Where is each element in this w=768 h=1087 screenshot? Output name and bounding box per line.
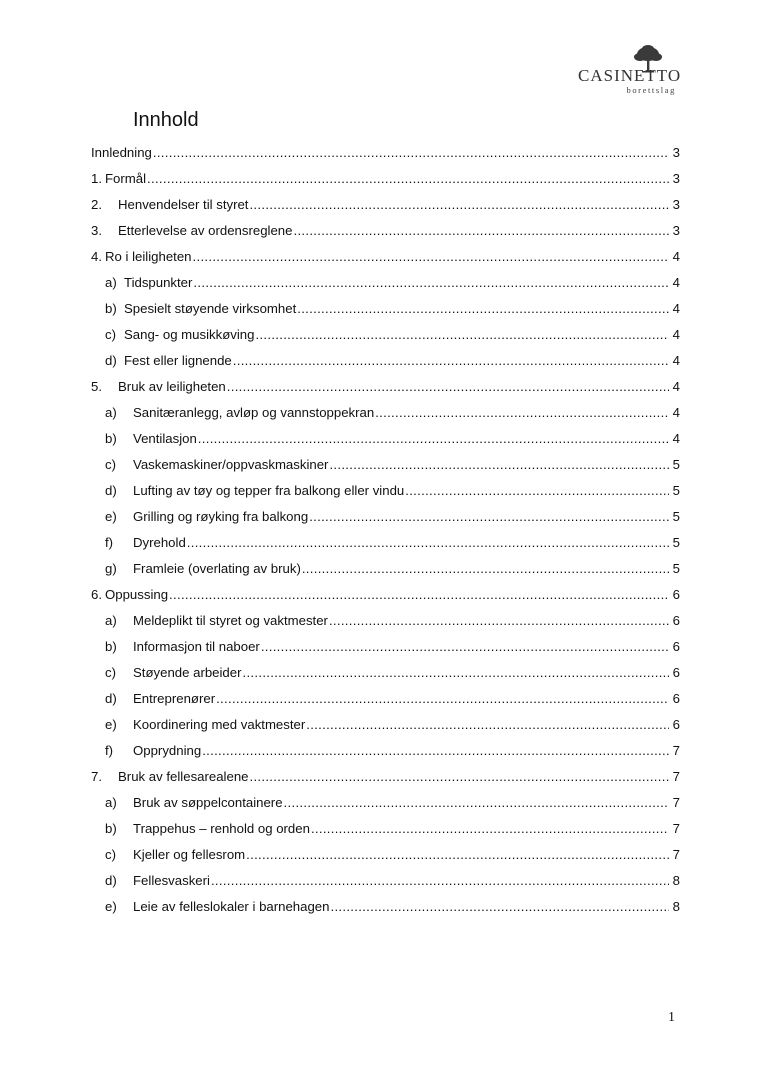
toc-entry-page: 5 <box>672 535 680 550</box>
toc-dot-leader <box>306 712 669 738</box>
toc-entry[interactable] <box>91 296 680 322</box>
toc-entry-title: Formål <box>105 171 147 186</box>
toc-entry-number: 5. <box>91 379 102 394</box>
toc-entry-page: 5 <box>672 483 680 498</box>
toc-entry-title: Spesielt støyende virksomhet <box>124 301 297 316</box>
toc-entry-number: b) <box>105 301 117 316</box>
toc-entry-page: 4 <box>672 353 680 368</box>
toc-entry-number: e) <box>105 899 117 914</box>
toc-entry-number: 1. <box>91 171 102 186</box>
toc-dot-leader <box>202 738 669 764</box>
toc-entry-page: 6 <box>672 639 680 654</box>
toc-entry-page: 8 <box>672 873 680 888</box>
toc-entry-page: 5 <box>672 509 680 524</box>
toc-entry-page: 5 <box>672 561 680 576</box>
toc-dot-leader <box>153 140 669 166</box>
toc-entry-page: 7 <box>672 847 680 862</box>
toc-dot-leader <box>261 634 669 660</box>
toc-entry-page: 3 <box>672 197 680 212</box>
toc-entry-page: 6 <box>672 691 680 706</box>
toc-entry[interactable] <box>91 348 680 374</box>
toc-dot-leader <box>255 322 669 348</box>
toc-entry-number: a) <box>105 795 117 810</box>
toc-dot-leader <box>193 270 669 296</box>
toc-entry[interactable] <box>91 660 680 686</box>
toc-entry-number: f) <box>105 535 114 550</box>
toc-entry-page: 6 <box>672 717 680 732</box>
toc-entry[interactable] <box>91 608 680 634</box>
toc-entry[interactable] <box>91 816 680 842</box>
toc-entry-number: c) <box>105 847 116 862</box>
toc-entry[interactable] <box>91 504 680 530</box>
toc-entry-number: d) <box>105 483 117 498</box>
toc-dot-leader <box>246 842 669 868</box>
toc-entry[interactable] <box>91 556 680 582</box>
toc-entry-page: 3 <box>672 223 680 238</box>
toc-entry-title: Framleie (overlating av bruk) <box>133 561 301 576</box>
toc-entry-number: 6. <box>91 587 102 602</box>
toc-entry-page: 4 <box>672 249 680 264</box>
toc-dot-leader <box>329 608 669 634</box>
toc-entry[interactable] <box>91 634 680 660</box>
toc-dot-leader <box>329 452 669 478</box>
toc-entry[interactable] <box>91 192 680 218</box>
toc-entry-title: Opprydning <box>133 743 202 758</box>
toc-entry-number: a) <box>105 613 117 628</box>
toc-dot-leader <box>169 582 669 608</box>
toc-entry-title: Bruk av fellesarealene <box>118 769 249 784</box>
toc-entry-page: 7 <box>672 769 680 784</box>
table-of-contents <box>91 140 680 920</box>
toc-entry[interactable] <box>91 712 680 738</box>
toc-entry-title: Kjeller og fellesrom <box>133 847 246 862</box>
toc-dot-leader <box>405 478 669 504</box>
toc-entry[interactable] <box>91 686 680 712</box>
toc-entry-title: Oppussing <box>105 587 169 602</box>
toc-entry[interactable] <box>91 270 680 296</box>
toc-entry-title: Bruk av leiligheten <box>118 379 226 394</box>
toc-dot-leader <box>187 530 669 556</box>
toc-entry-page: 4 <box>672 431 680 446</box>
toc-entry-number: b) <box>105 431 117 446</box>
toc-entry[interactable] <box>91 894 680 920</box>
toc-entry[interactable] <box>91 738 680 764</box>
toc-entry[interactable] <box>91 400 680 426</box>
toc-entry-title: Grilling og røyking fra balkong <box>133 509 309 524</box>
toc-dot-leader <box>302 556 669 582</box>
toc-entry-title: Leie av felleslokaler i barnehagen <box>133 899 330 914</box>
toc-entry[interactable] <box>91 244 680 270</box>
toc-entry[interactable] <box>91 426 680 452</box>
toc-dot-leader <box>311 816 669 842</box>
toc-entry[interactable] <box>91 218 680 244</box>
toc-dot-leader <box>297 296 669 322</box>
toc-dot-leader <box>309 504 669 530</box>
casinetto-logo <box>578 44 682 96</box>
toc-entry-title: Etterlevelse av ordensreglene <box>118 223 293 238</box>
toc-dot-leader <box>233 348 669 374</box>
toc-entry-number: c) <box>105 665 116 680</box>
toc-entry[interactable] <box>91 764 680 790</box>
toc-entry-title: Trappehus – renhold og orden <box>133 821 310 836</box>
toc-entry-number: a) <box>105 405 117 420</box>
toc-entry-page: 7 <box>672 743 680 758</box>
toc-entry-page: 7 <box>672 795 680 810</box>
toc-entry-number: g) <box>105 561 117 576</box>
toc-entry[interactable] <box>91 842 680 868</box>
toc-entry-title: Sanitæranlegg, avløp og vannstoppekran <box>133 405 375 420</box>
toc-entry-number: c) <box>105 457 116 472</box>
toc-entry-title: Innledning <box>91 145 152 160</box>
toc-dot-leader <box>330 894 669 920</box>
toc-entry[interactable] <box>91 322 680 348</box>
toc-entry-number: b) <box>105 821 117 836</box>
toc-entry-title: Ventilasjon <box>133 431 197 446</box>
toc-entry[interactable] <box>91 140 680 166</box>
toc-entry-page: 8 <box>672 899 680 914</box>
toc-entry[interactable] <box>91 582 680 608</box>
toc-entry-page: 4 <box>672 275 680 290</box>
toc-entry-title: Fest eller lignende <box>124 353 232 368</box>
toc-entry-number: d) <box>105 691 117 706</box>
toc-entry-number: 4. <box>91 249 102 264</box>
toc-entry[interactable] <box>91 868 680 894</box>
toc-dot-leader <box>227 374 669 400</box>
toc-entry-title: Sang- og musikkøving <box>124 327 255 342</box>
toc-dot-leader <box>193 244 669 270</box>
toc-entry-number: c) <box>105 327 116 342</box>
toc-entry-page: 6 <box>672 587 680 602</box>
toc-entry-page: 5 <box>672 457 680 472</box>
toc-entry[interactable] <box>91 374 680 400</box>
toc-entry-number: 2. <box>91 197 102 212</box>
toc-dot-leader <box>216 686 669 712</box>
toc-entry-page: 4 <box>672 327 680 342</box>
toc-entry-title: Informasjon til naboer <box>133 639 260 654</box>
toc-dot-leader <box>211 868 669 894</box>
toc-entry-page: 6 <box>672 613 680 628</box>
toc-entry[interactable] <box>91 530 680 556</box>
toc-entry-number: d) <box>105 873 117 888</box>
toc-entry-page: 3 <box>672 171 680 186</box>
toc-entry-title: Støyende arbeider <box>133 665 242 680</box>
toc-entry-title: Henvendelser til styret <box>118 197 249 212</box>
toc-entry-number: a) <box>105 275 117 290</box>
toc-dot-leader <box>198 426 669 452</box>
toc-heading: Innhold <box>133 109 199 131</box>
toc-entry-page: 4 <box>672 379 680 394</box>
toc-entry-number: f) <box>105 743 114 758</box>
logo-subtitle: borettslag <box>626 85 676 95</box>
toc-dot-leader <box>249 192 669 218</box>
toc-entry-page: 4 <box>672 301 680 316</box>
toc-entry-page: 6 <box>672 665 680 680</box>
toc-entry-title: Lufting av tøy og tepper fra balkong eller vindu <box>133 483 405 498</box>
toc-entry-title: Entreprenører <box>133 691 216 706</box>
toc-entry[interactable] <box>91 478 680 504</box>
toc-dot-leader <box>284 790 669 816</box>
toc-entry-title: Tidspunkter <box>124 275 193 290</box>
toc-entry-title: Vaskemaskiner/oppvaskmaskiner <box>133 457 329 472</box>
toc-entry-number: e) <box>105 717 117 732</box>
toc-entry-number: b) <box>105 639 117 654</box>
toc-dot-leader <box>249 764 669 790</box>
toc-entry-title: Bruk av søppelcontainere <box>133 795 283 810</box>
toc-dot-leader <box>147 166 669 192</box>
toc-entry[interactable] <box>91 166 680 192</box>
toc-entry-number: 3. <box>91 223 102 238</box>
logo-wordmark: CASINETTO <box>578 66 682 85</box>
toc-entry-page: 4 <box>672 405 680 420</box>
toc-entry-title: Meldeplikt til styret og vaktmester <box>133 613 328 628</box>
toc-entry-title: Dyrehold <box>133 535 186 550</box>
toc-dot-leader <box>375 400 669 426</box>
toc-entry[interactable] <box>91 790 680 816</box>
toc-entry-title: Fellesvaskeri <box>133 873 210 888</box>
toc-entry-title: Koordinering med vaktmester <box>133 717 306 732</box>
toc-entry[interactable] <box>91 452 680 478</box>
toc-entry-number: e) <box>105 509 117 524</box>
toc-entry-number: 7. <box>91 769 102 784</box>
toc-entry-page: 3 <box>672 145 680 160</box>
toc-entry-page: 7 <box>672 821 680 836</box>
page-number: 1 <box>668 1010 675 1025</box>
toc-dot-leader <box>243 660 670 686</box>
toc-entry-title: Ro i leiligheten <box>105 249 192 264</box>
toc-dot-leader <box>293 218 669 244</box>
toc-entry-number: d) <box>105 353 117 368</box>
